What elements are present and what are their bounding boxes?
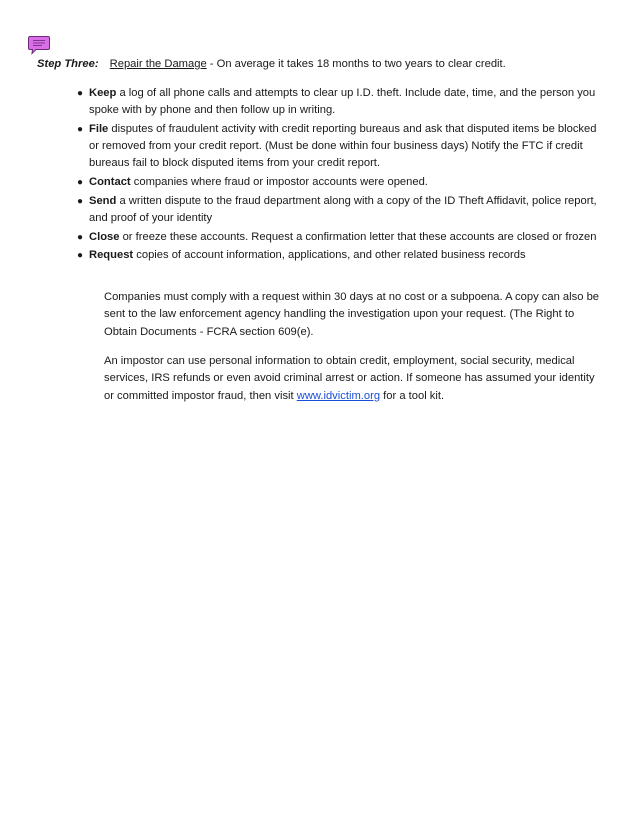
list-item-keyword: Keep: [89, 87, 117, 99]
list-item: [77, 174, 597, 191]
list-item: [77, 121, 597, 173]
step-title: Repair the Damage: [109, 58, 207, 70]
step-heading: [37, 57, 506, 71]
bullet-icon: ●: [77, 88, 84, 99]
impostor-paragraph: [104, 353, 604, 405]
action-list: [77, 85, 597, 266]
list-item: [77, 229, 597, 246]
comment-icon[interactable]: [28, 35, 50, 55]
idvictim-link[interactable]: www.idvictim.org: [296, 389, 381, 402]
list-item-text: a log of all phone calls and attempts to clear up I.D. theft. Include date, time, and the person you spoke with by phone and then follow up in writing.: [89, 87, 596, 117]
list-item: [77, 247, 597, 264]
bullet-icon: ●: [77, 250, 84, 262]
list-item-text: a written dispute to the fraud department along with a copy of the ID Theft Affidavit, police report, and proof of your identity: [89, 194, 597, 224]
list-item-keyword: Contact: [89, 176, 131, 189]
list-item-keyword: Close: [89, 230, 120, 243]
bullet-icon: ●: [77, 177, 84, 189]
bullet-icon: ●: [77, 231, 84, 243]
list-item-keyword: File: [89, 122, 109, 135]
impostor-paragraph-text: An impostor can use personal information to obtain credit, employment, social security, medical services, IRS refunds or even avoid criminal arrest or action. If someone has assumed your identity or committed impostor fraud, then visit: [104, 355, 595, 402]
records-request-paragraph: Companies must comply with a request within 30 days at no cost or a subpoena. A copy can also be sent to the law enforcement agency handling the investigation upon your request. (The Right to Obtain Documents - FCRA section 609(e).: [104, 291, 600, 338]
list-item: [77, 193, 597, 228]
list-item-keyword: Send: [89, 194, 117, 207]
impostor-paragraph-end: for a tool kit.: [380, 389, 445, 402]
step-label: Step Three:: [37, 58, 99, 70]
list-item-text: disputes of fraudulent activity with credit reporting bureaus and ask that disputed items be blocked or removed from your credit report. (Must be done within four business days) Notify the FTC if credit bureaus fail to block disputed items from your credit report.: [89, 122, 597, 170]
list-item-text: or freeze these accounts. Request a confirmation letter that these accounts are closed or frozen: [119, 230, 597, 243]
list-item: [77, 85, 597, 120]
list-item-text: companies where fraud or impostor accounts were opened.: [130, 176, 428, 189]
comment-bubble-shape: [29, 37, 50, 54]
list-item-text: copies of account information, applications, and other related business records: [133, 249, 526, 262]
list-item-keyword: Request: [89, 249, 134, 262]
bullet-icon: ●: [77, 123, 84, 135]
bullet-icon: ●: [77, 195, 84, 207]
step-description: - On average it takes 18 months to two years to clear credit.: [206, 58, 506, 70]
